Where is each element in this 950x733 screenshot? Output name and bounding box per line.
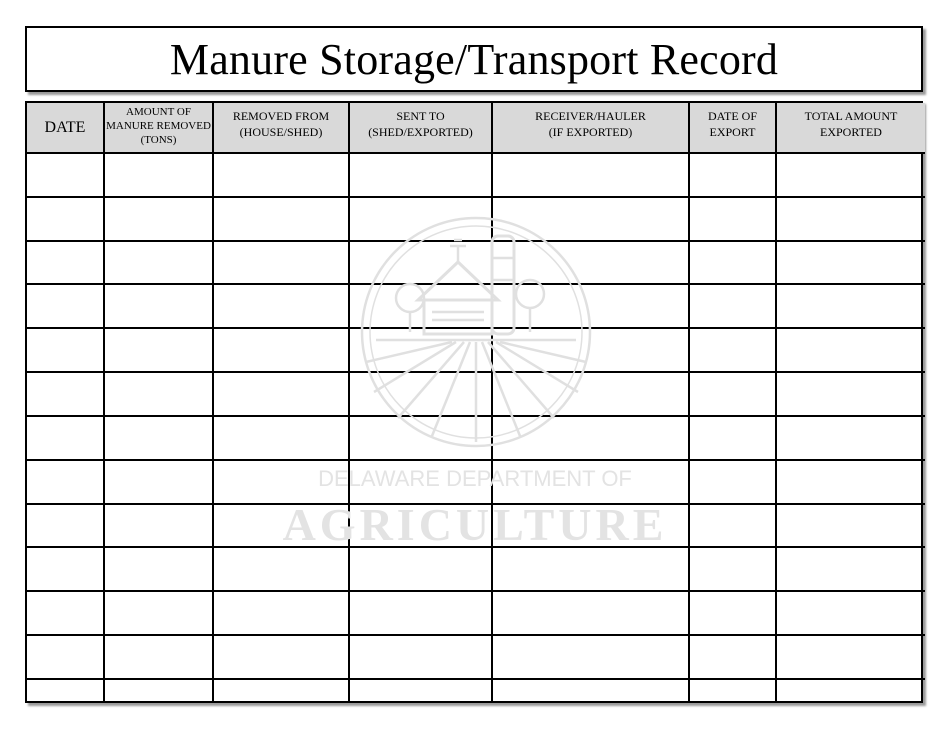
table-row [27, 241, 925, 285]
table-cell[interactable] [27, 547, 104, 591]
table-cell[interactable] [27, 328, 104, 372]
header-date: DATE [27, 103, 104, 153]
table-cell[interactable] [104, 547, 213, 591]
table-cell[interactable] [213, 679, 349, 701]
table-cell[interactable] [689, 372, 776, 416]
table-cell[interactable] [27, 241, 104, 285]
table-cell[interactable] [349, 416, 492, 460]
table-cell[interactable] [689, 197, 776, 241]
header-removed-from: REMOVED FROM (HOUSE/SHED) [213, 103, 349, 153]
form-title: Manure Storage/Transport Record [169, 34, 779, 84]
table-cell[interactable] [776, 284, 925, 328]
table-cell[interactable] [104, 591, 213, 635]
table-cell[interactable] [213, 504, 349, 548]
table-cell[interactable] [492, 460, 689, 504]
table-row [27, 372, 925, 416]
table-row [27, 635, 925, 679]
table-row [27, 504, 925, 548]
table-cell[interactable] [492, 504, 689, 548]
table-cell[interactable] [104, 416, 213, 460]
watermark-line1: DELAWARE DEPARTMENT OF [318, 466, 632, 491]
table-cell[interactable] [213, 328, 349, 372]
table-cell[interactable] [689, 460, 776, 504]
table-cell[interactable] [776, 547, 925, 591]
table-cell[interactable] [27, 197, 104, 241]
table-cell[interactable] [104, 328, 213, 372]
table-cell[interactable] [689, 679, 776, 701]
table-cell[interactable] [776, 153, 925, 197]
table-cell[interactable] [349, 328, 492, 372]
table-cell[interactable] [776, 635, 925, 679]
table-cell[interactable] [349, 241, 492, 285]
table-cell[interactable] [776, 460, 925, 504]
table-cell[interactable] [689, 284, 776, 328]
table-row [27, 416, 925, 460]
table-cell[interactable] [776, 679, 925, 701]
table-cell[interactable] [776, 197, 925, 241]
table-cell[interactable] [492, 679, 689, 701]
table-cell[interactable] [213, 460, 349, 504]
table-cell[interactable] [349, 504, 492, 548]
table-cell[interactable] [27, 635, 104, 679]
table-cell[interactable] [492, 635, 689, 679]
table-cell[interactable] [776, 328, 925, 372]
table-cell[interactable] [349, 460, 492, 504]
table-cell[interactable] [104, 372, 213, 416]
table-row [27, 591, 925, 635]
table-cell[interactable] [349, 547, 492, 591]
table-cell[interactable] [27, 460, 104, 504]
header-total-exported: TOTAL AMOUNT EXPORTED [776, 103, 925, 153]
record-table [27, 103, 925, 701]
table-cell[interactable] [349, 635, 492, 679]
table-cell[interactable] [213, 635, 349, 679]
table-cell[interactable] [27, 284, 104, 328]
table-cell[interactable] [213, 416, 349, 460]
table-cell[interactable] [27, 153, 104, 197]
header-date-of-export: DATE OF EXPORT [689, 103, 776, 153]
table-cell[interactable] [104, 153, 213, 197]
table-cell[interactable] [213, 547, 349, 591]
table-cell[interactable] [776, 241, 925, 285]
table-cell[interactable] [349, 153, 492, 197]
table-cell[interactable] [689, 153, 776, 197]
watermark-line2: AGRICULTURE [282, 499, 668, 550]
table-body [27, 153, 925, 701]
table-row [27, 679, 925, 701]
table-cell[interactable] [104, 197, 213, 241]
table-cell[interactable] [492, 153, 689, 197]
table-cell[interactable] [689, 328, 776, 372]
table-cell[interactable] [349, 372, 492, 416]
table-cell[interactable] [492, 241, 689, 285]
table-cell[interactable] [27, 372, 104, 416]
table-cell[interactable] [492, 197, 689, 241]
table-row [27, 284, 925, 328]
table-row [27, 197, 925, 241]
table-cell[interactable] [689, 241, 776, 285]
table-cell[interactable] [689, 547, 776, 591]
table-cell[interactable] [213, 372, 349, 416]
table-cell[interactable] [349, 197, 492, 241]
table-cell[interactable] [776, 416, 925, 460]
table-row [27, 460, 925, 504]
table-cell[interactable] [349, 591, 492, 635]
table-cell[interactable] [776, 372, 925, 416]
table-cell[interactable] [213, 591, 349, 635]
table-cell[interactable] [492, 416, 689, 460]
table-cell[interactable] [492, 547, 689, 591]
table-cell[interactable] [213, 153, 349, 197]
table-cell[interactable] [492, 591, 689, 635]
table-cell[interactable] [27, 679, 104, 701]
table-cell[interactable] [104, 241, 213, 285]
table-cell[interactable] [349, 284, 492, 328]
table-cell[interactable] [27, 591, 104, 635]
table-cell[interactable] [104, 284, 213, 328]
table-cell[interactable] [689, 416, 776, 460]
table-cell[interactable] [213, 197, 349, 241]
table-cell[interactable] [492, 372, 689, 416]
table-cell[interactable] [104, 635, 213, 679]
table-cell[interactable] [776, 591, 925, 635]
record-table-frame [25, 101, 923, 703]
table-cell[interactable] [492, 284, 689, 328]
table-cell[interactable] [776, 504, 925, 548]
table-cell[interactable] [689, 635, 776, 679]
table-cell[interactable] [104, 679, 213, 701]
table-cell[interactable] [27, 416, 104, 460]
table-cell[interactable] [349, 679, 492, 701]
table-cell[interactable] [104, 504, 213, 548]
header-receiver-hauler: RECEIVER/HAULER (IF EXPORTED) [492, 103, 689, 153]
table-cell[interactable] [27, 504, 104, 548]
table-row [27, 328, 925, 372]
table-cell[interactable] [689, 504, 776, 548]
header-amount-removed: AMOUNT OF MANURE REMOVED (TONS) [104, 103, 213, 153]
table-cell[interactable] [689, 591, 776, 635]
table-cell[interactable] [213, 241, 349, 285]
table-row [27, 547, 925, 591]
table-cell[interactable] [104, 460, 213, 504]
table-cell[interactable] [492, 328, 689, 372]
header-sent-to: SENT TO (SHED/EXPORTED) [349, 103, 492, 153]
table-cell[interactable] [213, 284, 349, 328]
table-row [27, 153, 925, 197]
header-row [27, 103, 925, 153]
form-title-box [25, 26, 923, 92]
